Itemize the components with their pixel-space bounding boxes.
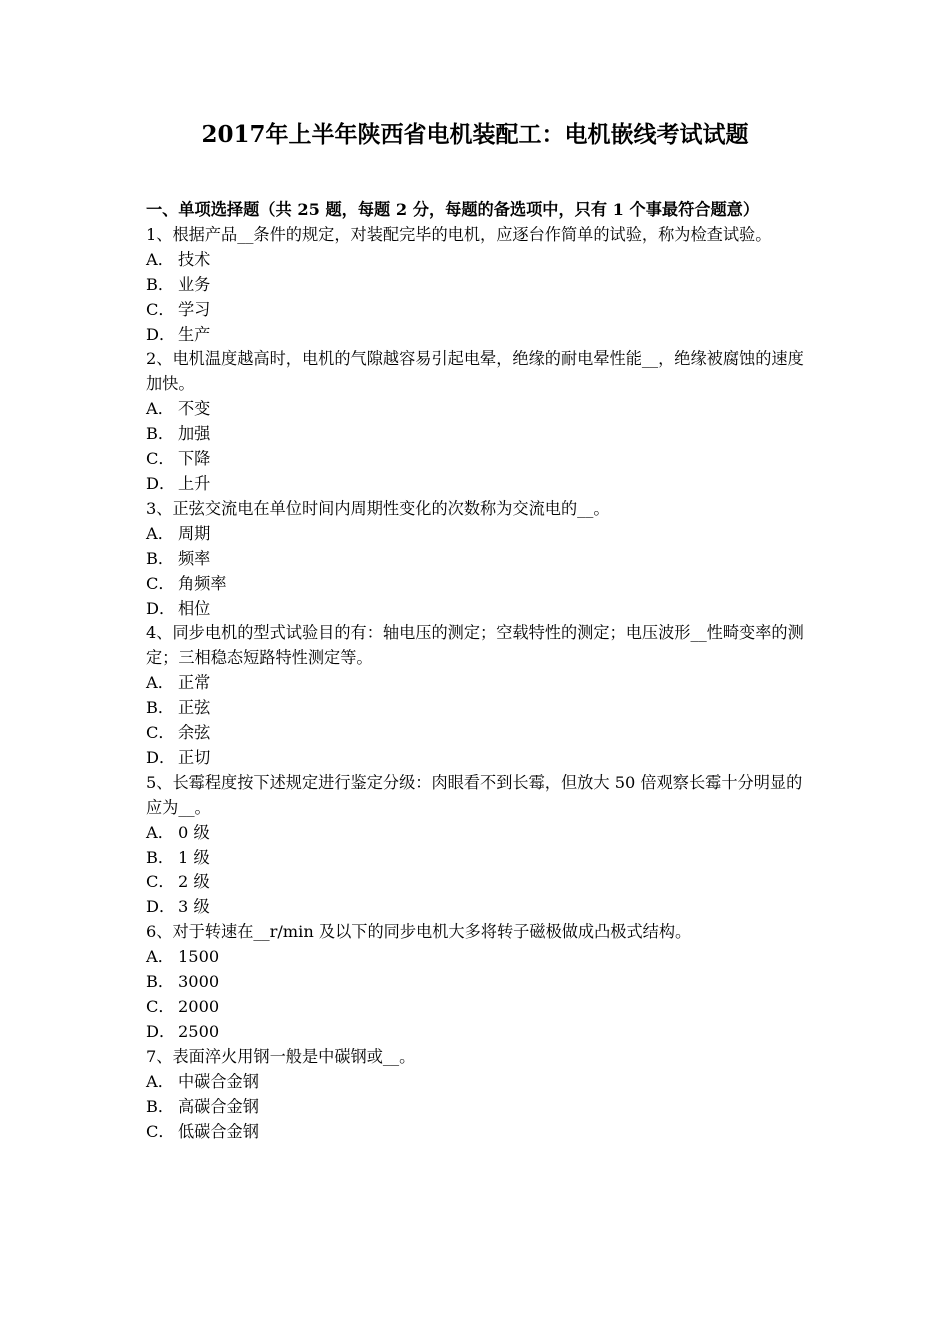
option-letter: D．	[146, 747, 176, 767]
question-7	[146, 1045, 808, 1145]
answer-option	[146, 721, 808, 746]
option-letter: A．	[146, 673, 174, 693]
option-letter: A．	[146, 822, 174, 842]
option-letter: A．	[146, 947, 174, 967]
question-6	[146, 920, 808, 1045]
answer-option	[146, 597, 808, 622]
option-text: 余弦	[178, 723, 211, 743]
answer-option	[146, 248, 808, 273]
question-3	[146, 497, 808, 622]
option-letter: A．	[146, 1071, 174, 1091]
question-text: 4、同步电机的型式试验目的有：轴电压的测定；空载特性的测定；电压波形__性畸变率的测定；三相稳态短路特性测定等。	[146, 623, 804, 668]
question-1	[146, 223, 808, 348]
question-text: 5、长霉程度按下述规定进行鉴定分级：肉眼看不到长霉，但放大 50 倍观察长霉十分明显的应为__。	[146, 772, 803, 817]
question-2	[146, 347, 808, 496]
answer-option	[146, 821, 808, 846]
answer-option	[146, 696, 808, 721]
option-letter: D．	[146, 1021, 176, 1041]
option-letter: C．	[146, 1121, 175, 1141]
answer-option	[146, 323, 808, 348]
option-letter: D．	[146, 897, 176, 917]
answer-option	[146, 522, 808, 547]
option-letter: B．	[146, 698, 175, 718]
answer-option	[146, 671, 808, 696]
answer-option	[146, 422, 808, 447]
option-letter: A．	[146, 523, 174, 543]
answer-option	[146, 870, 808, 895]
option-text: 2500	[178, 1021, 220, 1041]
answer-option	[146, 1070, 808, 1095]
option-text: 技术	[178, 249, 211, 269]
answer-option	[146, 547, 808, 572]
option-text: 下降	[178, 449, 211, 469]
option-letter: C．	[146, 723, 175, 743]
option-text: 1 级	[178, 847, 210, 867]
option-text: 3000	[178, 972, 220, 992]
answer-option	[146, 472, 808, 497]
question-text: 1、根据产品__条件的规定，对装配完毕的电机，应逐台作简单的试验，称为检查试验。	[146, 224, 772, 244]
question-text: 7、表面淬火用钢一般是中碳钢或__。	[146, 1046, 416, 1066]
option-text: 上升	[178, 473, 211, 493]
option-text: 高碳合金钢	[178, 1096, 259, 1116]
question-text: 2、电机温度越高时，电机的气隙越容易引起电晕，绝缘的耐电晕性能__，绝缘被腐蚀的速度加快。	[146, 349, 804, 394]
option-text: 2000	[178, 997, 220, 1016]
question-list	[146, 223, 808, 1145]
question-5	[146, 771, 808, 920]
question-text: 3、正弦交流电在单位时间内周期性变化的次数称为交流电的__。	[146, 498, 610, 518]
option-text: 加强	[178, 424, 211, 444]
option-text: 正常	[178, 673, 211, 693]
option-text: 周期	[178, 523, 211, 543]
answer-option	[146, 1020, 808, 1045]
option-letter: B．	[146, 1096, 175, 1116]
question-text: 6、对于转速在__r/min 及以下的同步电机大多将转子磁极做成凸极式结构。	[146, 922, 692, 942]
option-letter: B．	[146, 847, 175, 867]
option-letter: C．	[146, 573, 175, 593]
option-text: 中碳合金钢	[178, 1071, 259, 1091]
answer-option	[146, 298, 808, 323]
option-letter: B．	[146, 274, 175, 294]
option-text: 1500	[178, 947, 220, 967]
option-text: 正弦	[178, 698, 211, 718]
option-text: 生产	[178, 324, 211, 344]
option-text: 2 级	[178, 872, 210, 892]
option-letter: C．	[146, 872, 175, 892]
option-letter: B．	[146, 424, 175, 444]
exam-content	[146, 198, 808, 1144]
answer-option	[146, 746, 808, 771]
option-text: 0 级	[178, 822, 210, 842]
answer-option	[146, 447, 808, 472]
answer-option	[146, 572, 808, 597]
option-text: 不变	[178, 399, 211, 419]
option-letter: C．	[146, 449, 175, 469]
option-text: 频率	[178, 548, 211, 568]
answer-option	[146, 895, 808, 920]
answer-option	[146, 1095, 808, 1120]
option-text: 相位	[178, 598, 211, 618]
section-heading: 一、单项选择题（共 25 题，每题 2 分，每题的备选项中，只有 1 个事最符合题意）	[146, 200, 760, 219]
page-title: 2017年上半年陕西省电机装配工：电机嵌线考试试题	[201, 121, 749, 148]
answer-option	[146, 970, 808, 995]
option-text: 业务	[178, 274, 211, 294]
option-letter: C．	[146, 299, 175, 319]
option-text: 学习	[178, 299, 211, 319]
option-letter: A．	[146, 249, 174, 269]
option-letter: D．	[146, 598, 176, 618]
answer-option	[146, 1120, 808, 1145]
answer-option	[146, 995, 808, 1020]
answer-option	[146, 945, 808, 970]
option-letter: B．	[146, 972, 175, 992]
answer-option	[146, 397, 808, 422]
answer-option	[146, 846, 808, 871]
option-letter: A．	[146, 399, 174, 419]
option-letter: C．	[146, 997, 175, 1016]
answer-option	[146, 273, 808, 298]
option-letter: D．	[146, 473, 176, 493]
option-text: 3 级	[178, 897, 210, 917]
option-letter: B．	[146, 548, 175, 568]
option-text: 正切	[178, 747, 211, 767]
option-letter: D．	[146, 324, 176, 344]
question-4	[146, 621, 808, 770]
option-text: 角频率	[178, 573, 227, 593]
option-text: 低碳合金钢	[178, 1121, 259, 1141]
